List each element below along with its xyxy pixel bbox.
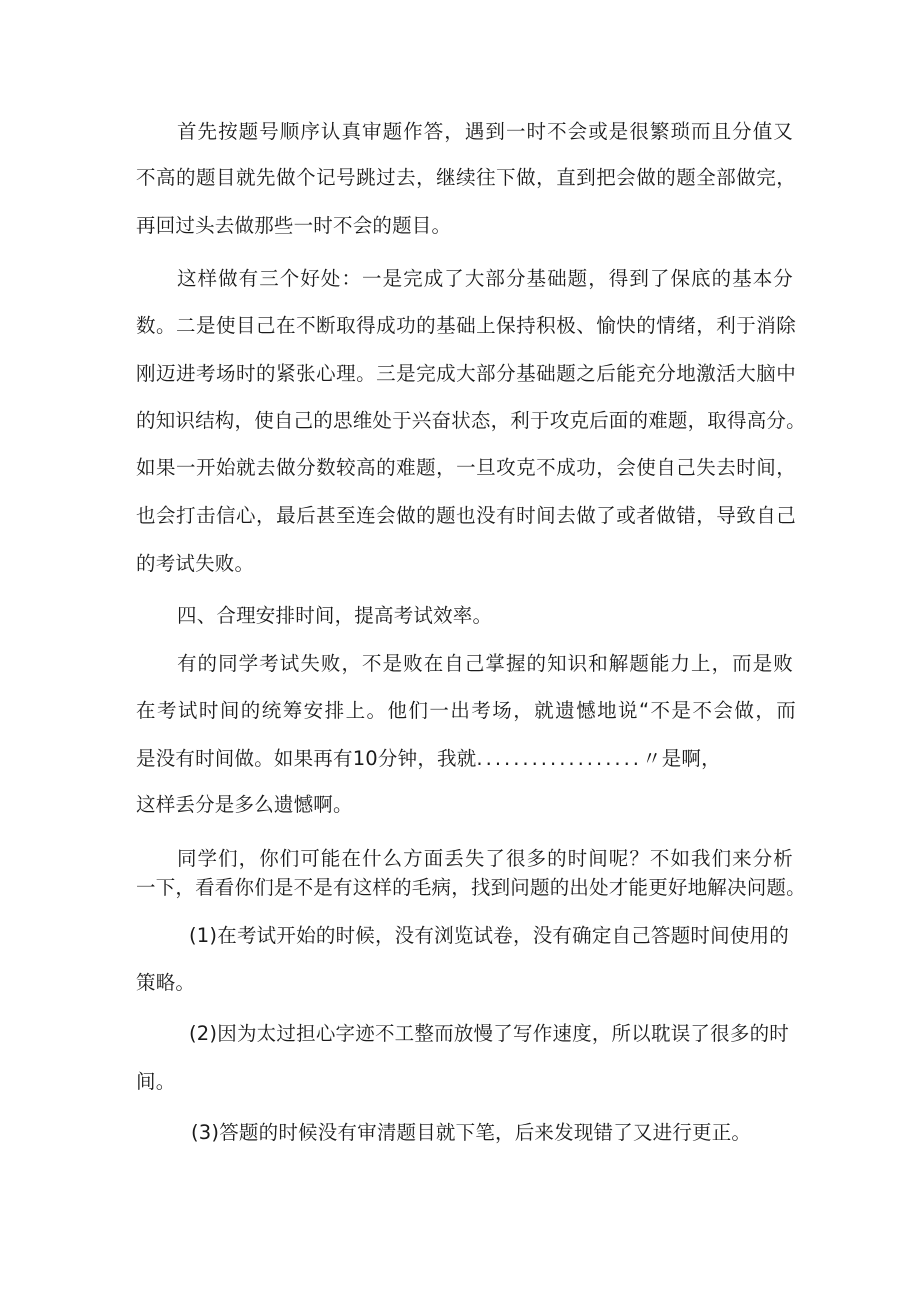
paragraph-2-line-1: 这样做有三个好处：一是完成了大部分基础题，得到了保底的基本分 — [177, 267, 793, 290]
paragraph-2-line-3: 刚迈进考场时的紧张心理。三是完成大部分基础题之后能充分地激活大脑中 — [136, 362, 796, 385]
paragraph-3-line-3 — [136, 746, 796, 772]
paragraph-2-line-7: 的考试失败。 — [136, 552, 255, 575]
list-item-2-line-1: (2)因为太过担心字迹不工整而放慢了写作速度，所以耽误了很多的时 — [189, 1022, 789, 1045]
paragraph-1-line-1: 首先按题号顺序认真审题作答，遇到一时不会或是很繁琐而且分值又 — [177, 120, 793, 143]
paragraph-4-line-1: 同学们，你们可能在什么方面丢失了很多的时间呢？不如我们来分析 — [177, 847, 793, 870]
list-item-1-line-1: (1)在考试开始的时候，没有浏览试卷，没有确定自己答题时间使用的 — [189, 924, 789, 947]
paragraph-3-line-1: 有的同学考试失败，不是败在自己掌握的知识和解题能力上，而是败 — [177, 652, 793, 675]
paragraph-3-line-3-text: 是没有时间做。如果再有10分钟，我就 — [136, 747, 477, 770]
paragraph-3-line-2: 在考试时间的统筹安排上。他们一出考场，就遗憾地说“不是不会做，而 — [136, 699, 796, 722]
paragraph-2-line-2: 数。二是使目己在不断取得成功的基础上保持积极、愉快的情绪，利于消除 — [136, 314, 796, 337]
paragraph-3-line-4: 这样丢分是多么遗憾啊。 — [136, 793, 353, 816]
paragraph-1-line-2: 不高的题目就先做个记号跳过去，继续往下做，直到把会做的题全部做完， — [136, 166, 796, 189]
list-item-1-line-2: 策略。 — [136, 971, 196, 994]
paragraph-2-line-6: 也会打击信心，最后甚至连会做的题也没有时间去做了或者做错，导致自己 — [136, 504, 796, 527]
section-heading-4: 四、合理安排时间，提高考试效率。 — [177, 604, 493, 627]
paragraph-4-line-2: 一下，看看你们是不是有这样的毛病，找到问题的出处才能更好地解决问题。 — [136, 876, 806, 899]
ellipsis-dots: .................. — [476, 747, 642, 770]
paragraph-2-line-5: 如果一开始就去做分数较高的难题，一旦攻克不成功，会使自己失去时间， — [136, 456, 796, 479]
paragraph-3-line-3-tail: 〃是啊， — [642, 747, 721, 770]
list-item-3: (3)答题的时候没有审清题目就下笔，后来发现错了又进行更正。 — [191, 1121, 752, 1144]
paragraph-1-line-3: 再回过头去做那些一时不会的题目。 — [136, 214, 452, 237]
paragraph-2-line-4: 的知识结构，使自己的思维处于兴奋状态，利于攻克后面的难题，取得高分。 — [136, 409, 806, 432]
list-item-2-line-2: 间。 — [136, 1070, 176, 1093]
